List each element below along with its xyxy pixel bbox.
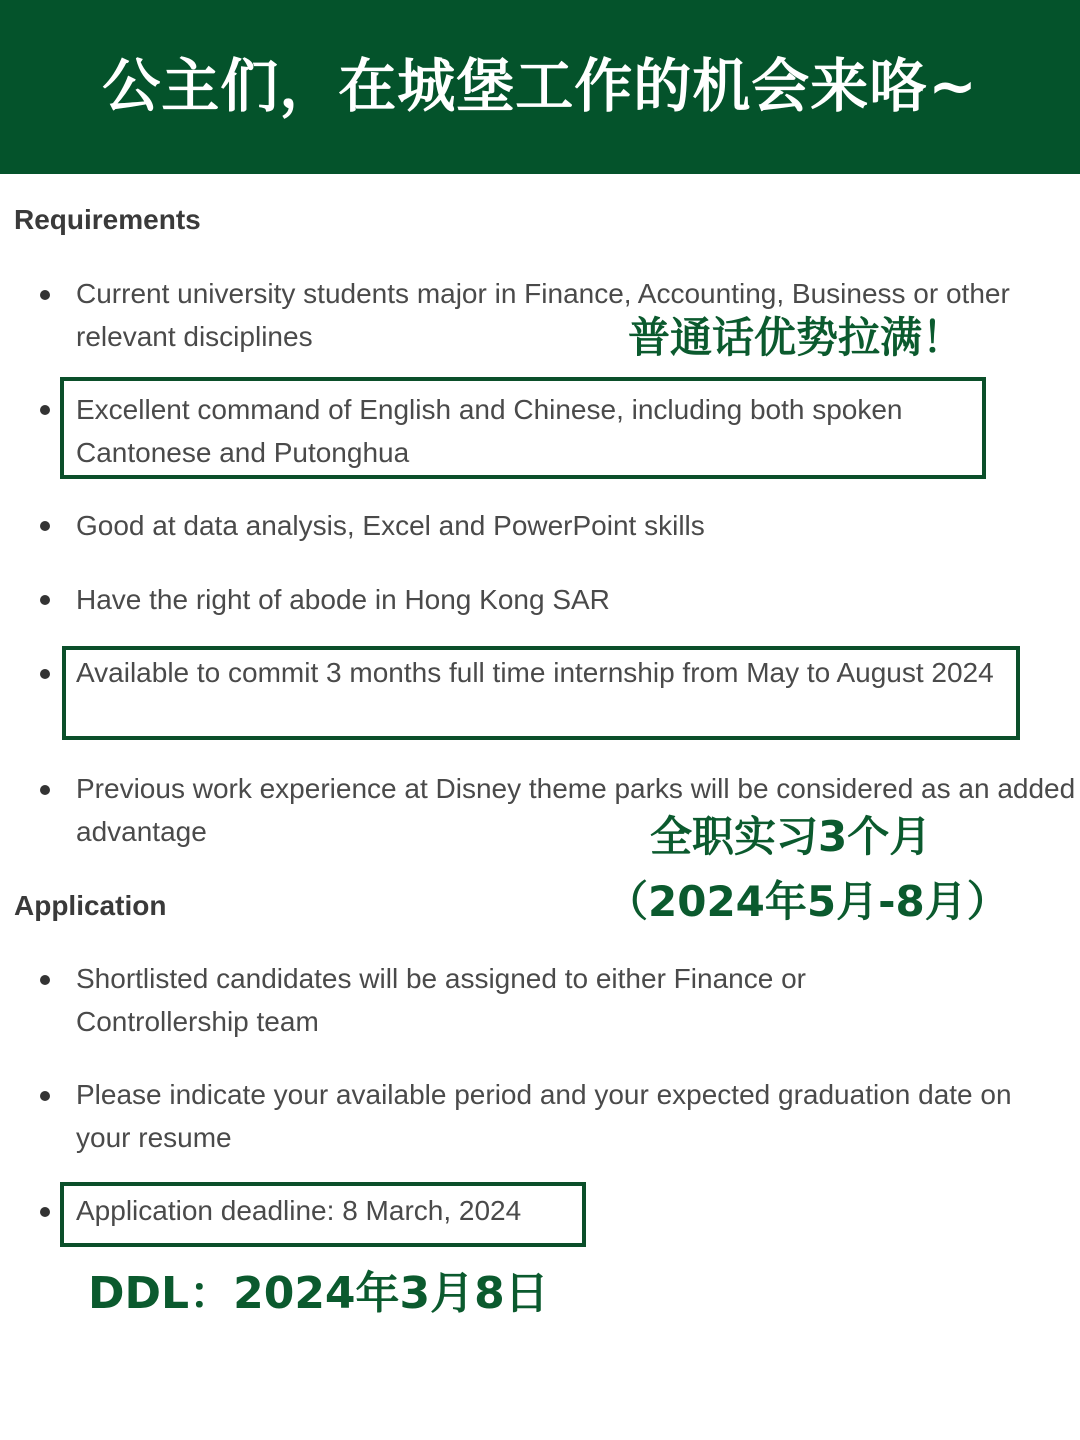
bullet-icon [40,1207,50,1217]
annotation-internship-duration: 全职实习3个月 [650,812,932,861]
requirement-item-6: Previous work experience at Disney theme parks will be considered as an added advantage [76,773,1076,847]
requirement-item-3: Good at data analysis, Excel and PowerPoint skills [76,510,705,541]
annotation-internship-period: （2024年5月-8月） [606,877,1009,926]
bullet-icon [40,521,50,531]
bullet-icon [40,405,50,415]
application-item-3: Application deadline: 8 March, 2024 [76,1195,522,1226]
application-heading: Application [14,890,167,921]
bullet-icon [40,785,50,795]
highlight-box-internship [62,646,1020,740]
requirement-item-2: Excellent command of English and Chinese, including both spoken Cantonese and Putonghua [76,394,903,468]
bullet-icon [40,595,50,605]
highlight-box-language [60,377,986,479]
banner-title: 公主们，在城堡工作的机会来咯~ [102,52,978,120]
requirement-item-5: Available to commit 3 months full time internship from May to August 2024 [76,657,994,688]
requirement-item-4: Have the right of abode in Hong Kong SAR [76,584,610,615]
requirement-item-1: Current university students major in Finance, Accounting, Business or other relevant disciplines [76,278,1010,352]
annotation-ddl: DDL：2024年3月8日 [88,1268,549,1319]
bullet-icon [40,290,50,300]
title-banner [0,0,1080,174]
highlight-box-deadline [60,1182,586,1247]
requirements-heading: Requirements [14,204,201,235]
bullet-icon [40,669,50,679]
annotation-putonghua: 普通话优势拉满！ [628,313,965,362]
application-item-1: Shortlisted candidates will be assigned to either Finance or Controllership team [76,963,806,1037]
bullet-icon [40,975,50,985]
bullet-icon [40,1091,50,1101]
application-item-2: Please indicate your available period and your expected graduation date on your resume [76,1079,1012,1153]
